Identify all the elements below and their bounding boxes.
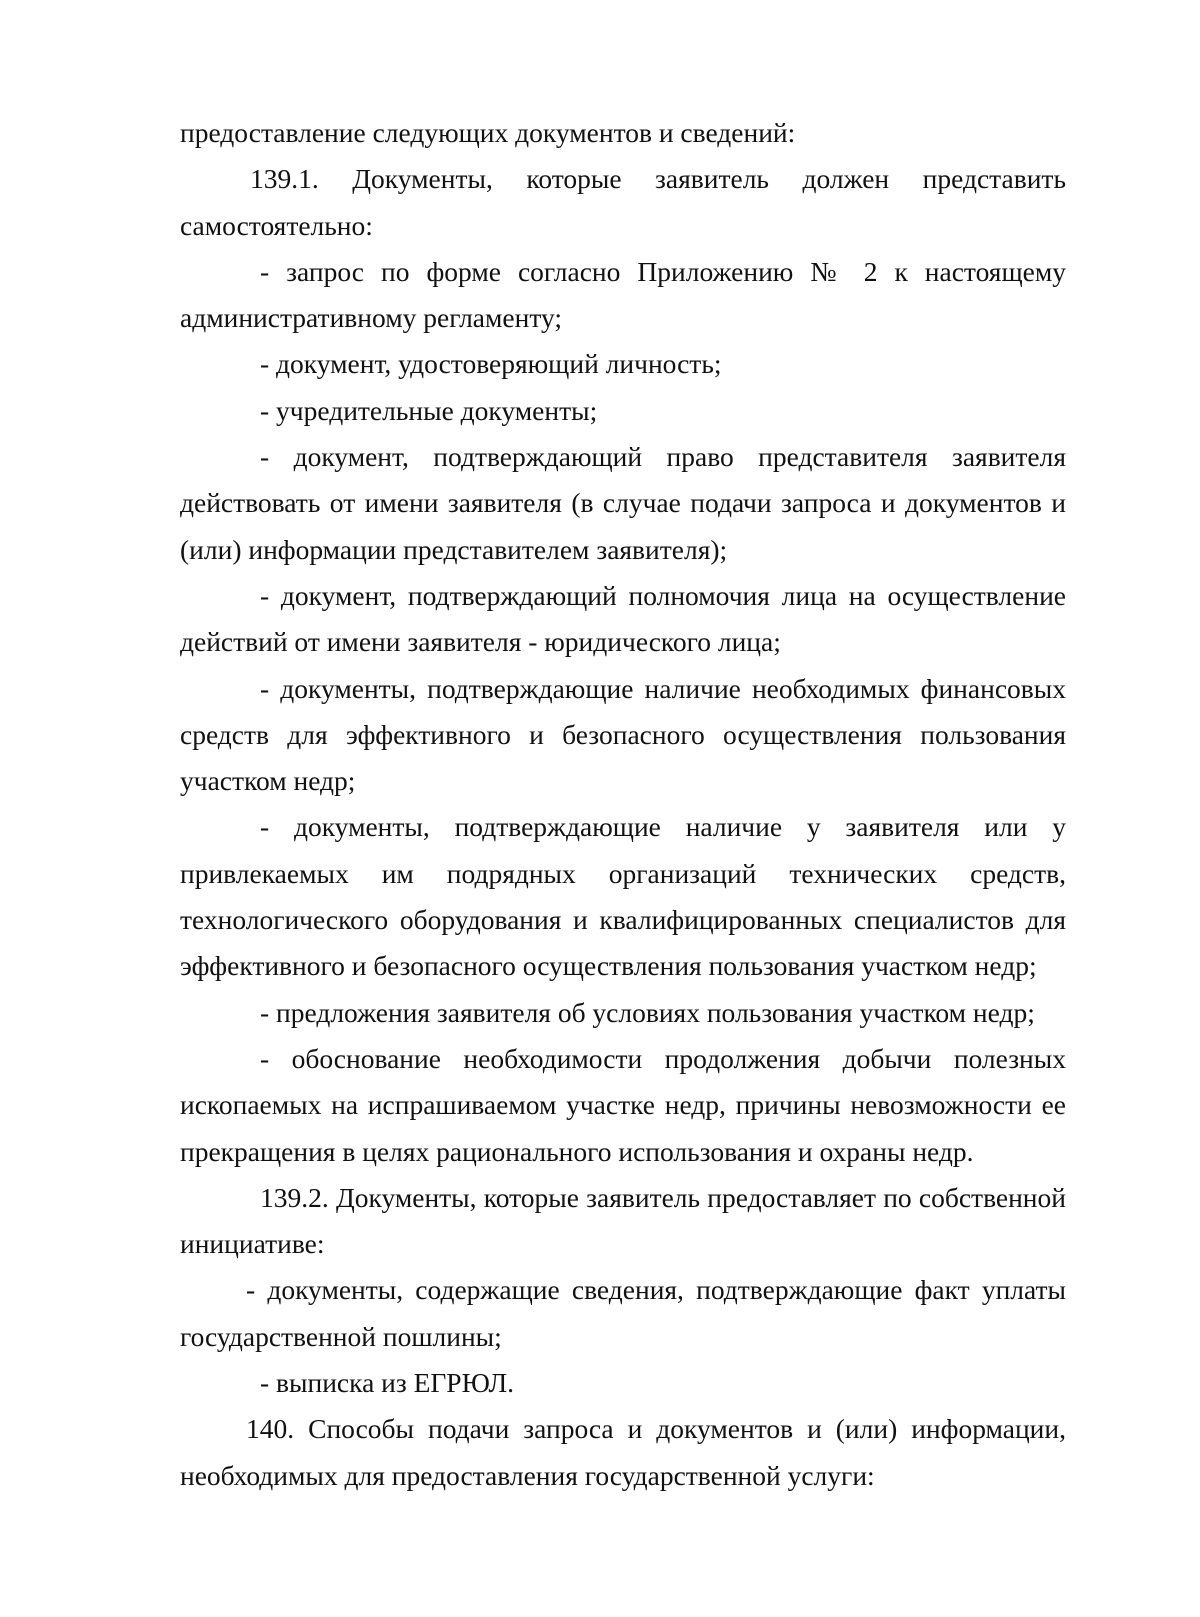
list-item-egrul-extract: - выписка из ЕГРЮЛ. xyxy=(260,1367,515,1399)
list-item-representative-authority: - документ, подтверждающий право представителя заявителя действовать от имени заявителя (в случае подачи запроса и документов и (или) информации представителем заявителя); xyxy=(180,441,1066,565)
list-item-financial-means: - документы, подтверждающие наличие необходимых финансовых средств для эффективного и безопасного осуществления пользования участком недр; xyxy=(180,672,1066,797)
paragraph-intro: предоставление следующих документов и сведений: xyxy=(180,117,796,148)
list-item-technical-means: - документы, подтверждающие наличие у заявителя или у привлекаемых им подрядных организаций технических средств, технологического оборудования и квалифицированных специалистов для эффективного и безопасного осуществления пользования участком недр; xyxy=(180,811,1066,982)
list-item-legal-entity-authority: - документ, подтверждающий полномочия лица на осуществление действий от имени заявителя - юридического лица; xyxy=(180,579,1066,658)
list-item-usage-proposals: - предложения заявителя об условиях пользования участком недр; xyxy=(260,996,1035,1028)
paragraph-140: 140. Способы подачи запроса и документов и (или) информации, необходимых для предоставления государственной услуги: xyxy=(180,1413,1066,1491)
paragraph-139-1: 139.1. Документы, которые заявитель должен представить самостоятельно: xyxy=(180,163,1066,241)
list-item-identity-document: - документ, удостоверяющий личность; xyxy=(260,348,722,380)
document-body xyxy=(180,110,1066,1499)
paragraph-139-2: 139.2. Документы, которые заявитель предоставляет по собственной инициативе: xyxy=(180,1181,1066,1260)
list-item-request-form: - запрос по форме согласно Приложению № 2 к настоящему административному регламенту; xyxy=(180,255,1066,334)
list-item-founding-documents: - учредительные документы; xyxy=(260,394,598,426)
list-item-state-fee: - документы, содержащие сведения, подтверждающие факт уплаты государственной пошлины; xyxy=(180,1274,1066,1352)
list-item-extraction-justification: - обоснование необходимости продолжения добычи полезных ископаемых на испрашиваемом участке недр, причины невозможности ее прекращения в целях рационального использования и охраны недр. xyxy=(180,1042,1066,1167)
